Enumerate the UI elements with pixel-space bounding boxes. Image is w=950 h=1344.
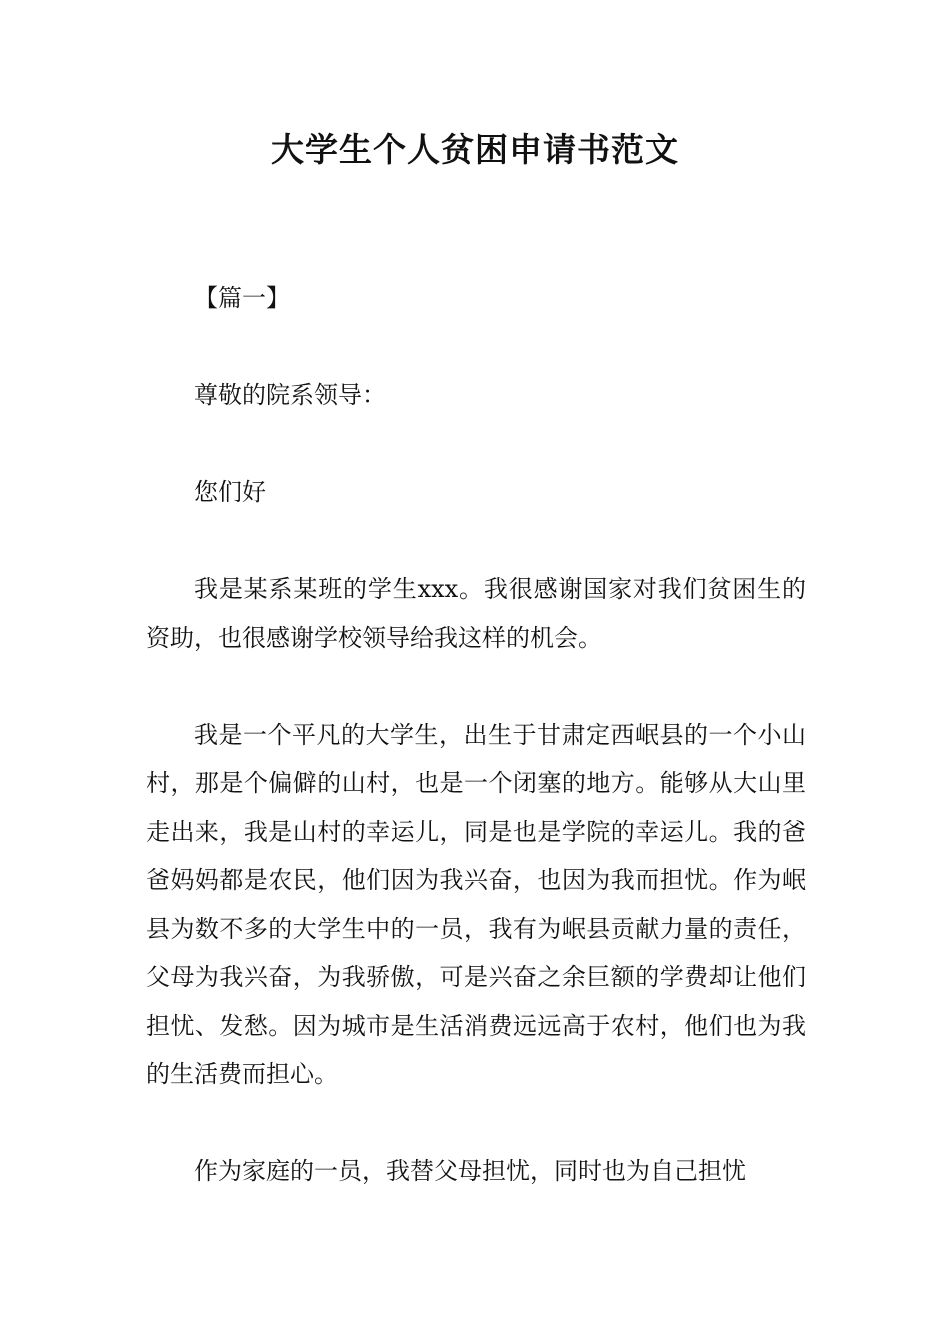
body-paragraph: 作为家庭的一员，我替父母担忧，同时也为自己担忧 <box>194 1157 746 1185</box>
body-paragraph: 我是某系某班的学生xxx。我很感谢国家对我们贫困生的资助，也很感谢学校领导给我这样的机会。 <box>146 575 806 652</box>
document-body <box>146 274 806 1196</box>
body-paragraph: 我是一个平凡的大学生，出生于甘肃定西岷县的一个小山村，那是个偏僻的山村，也是一个闭塞的地方。能够从大山里走出来，我是山村的幸运儿，同是也是学院的幸运儿。我的爸爸妈妈都是农民，他们因为我兴奋，也因为我而担忧。作为岷县为数不多的大学生中的一员，我有为岷县贡献力量的责任，父母为我兴奋，为我骄傲，可是兴奋之余巨额的学费却让他们担忧、发愁。因为城市是生活消费远远高于农村，他们也为我的生活费而担心。 <box>146 720 806 1088</box>
salutation: 尊敬的院系领导： <box>194 381 386 409</box>
section-label: 【篇一】 <box>194 284 290 312</box>
greeting: 您们好 <box>194 478 266 506</box>
document-title: 大学生个人贫困申请书范文 <box>271 130 679 169</box>
